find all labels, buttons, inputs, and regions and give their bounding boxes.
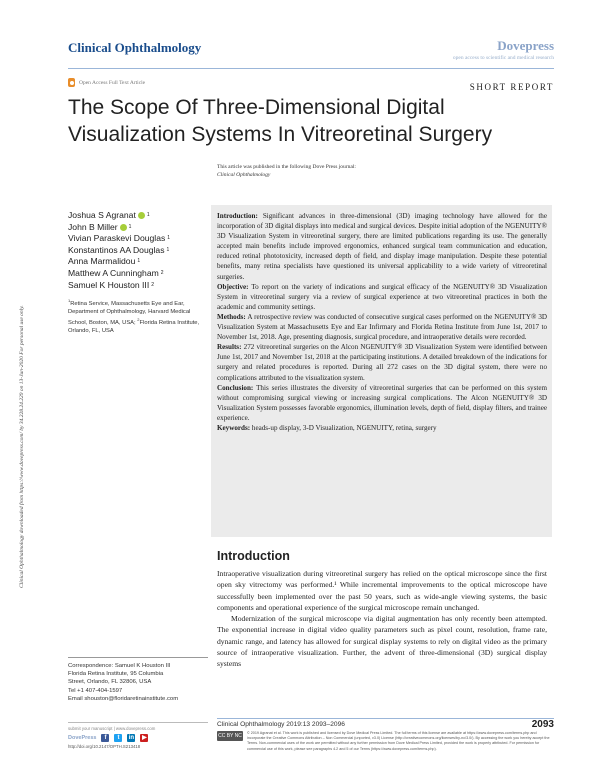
- license-text: © 2019 Agranat et al. This work is published and licensed by Dove Medical Press Limited. The full terms of this license are available at https://www.dovepress.com/terms.php and incorporate the Creative Commons Attribution – Non Commercial (unported, v3.0) License (http://creativecommons.org/licenses/by-nc/3.0/). By accessing the work you hereby accept the Terms. Non-commercial uses of the work are permitted without any further permission from Dove Medical Press Limited, provided the work is properly attributed. For permission for commercial use of this work, please see paragraphs 4.2 and 5 of our Terms (https://www.dovepress.com/terms.php).: [247, 731, 550, 751]
- article-type: SHORT REPORT: [469, 82, 554, 92]
- author-affil-sup: 1: [167, 235, 171, 242]
- affiliation-1: Retina Service, Massachusetts Eye and Ear, Department of Ophthalmology, Harvard Medical School, Boston, MA, USA;: [68, 301, 191, 326]
- author[interactable]: [68, 256, 208, 268]
- introduction-body: [217, 568, 547, 670]
- abstract-objective: Objective: To report on the variety of indications and surgical efficacy of the NGENUITY® 3D Visualization System in vitreoretinal surgery via a review of surgical experience at two vitreoretinal practices in both the academic and community settings.: [217, 282, 547, 311]
- author-affil-sup: 1: [137, 258, 141, 265]
- author-affil-sup: 2: [151, 281, 154, 288]
- pub-info-line1: This article was published in the following Dove Press journal:: [217, 164, 356, 170]
- affiliation-2: Florida Retina Institute, Orlando, FL, USA: [68, 320, 200, 334]
- doi-link[interactable]: http://doi.org/10.2147/OPTH.S213418: [68, 744, 141, 749]
- author-name: Joshua S Agranat: [68, 210, 136, 220]
- author[interactable]: [68, 210, 208, 222]
- author-name: Matthew A Cunningham: [68, 267, 159, 278]
- abstract-results: Results: 272 vitreoretinal surgeries on the Alcon NGENUITY® 3D Visualization System were identified between June 1st, 2017 and November 1st, 2018 at the participating institutions. A detailed breakdown of the indications for surgery and related procedures is reported. During all 272 cases on the 3D digital system, there were no complications attributed to the visualization system.: [217, 343, 547, 382]
- author-list: [68, 210, 208, 335]
- dovepress-brand: DovePress: [68, 735, 97, 741]
- open-access-lock-icon: [68, 78, 75, 87]
- author[interactable]: [68, 222, 208, 234]
- youtube-icon[interactable]: ▶: [142, 735, 147, 741]
- footer-citation: Clinical Ophthalmology 2019:13 2093–2096: [217, 721, 345, 728]
- author[interactable]: [68, 280, 208, 292]
- orcid-icon[interactable]: [138, 212, 145, 219]
- correspondence-block: Correspondence: Samuel K Houston III Florida Retina Institute, 95 Columbia Street, Orlando, FL 32806, USA Tel +1 407-404-1597 Email shouston@floridaretinainstitute.com: [68, 662, 208, 703]
- facebook-icon[interactable]: f: [101, 734, 109, 742]
- abstract-keywords: Keywords: heads-up display, 3-D Visualization, NGENUITY, retina, surgery: [217, 423, 437, 432]
- orcid-icon[interactable]: [120, 224, 127, 231]
- author-name: John B Miller: [68, 221, 118, 232]
- author-affil-sup: 2: [160, 269, 164, 276]
- publication-info: [217, 163, 356, 179]
- abstract: [217, 211, 547, 433]
- author-affil-sup: 1: [146, 212, 150, 218]
- publisher-tagline: open access to scientific and medical research: [452, 55, 554, 61]
- download-side-note: [18, 168, 40, 588]
- linkedin-icon[interactable]: in: [128, 735, 135, 741]
- publisher-name: Dovepress: [497, 38, 554, 53]
- page-number: 2093: [531, 719, 554, 730]
- article-title: The Scope Of Three-Dimensional Digital Visualization Systems In Vitreoretinal Surgery: [68, 96, 493, 146]
- open-access-label: [68, 78, 145, 87]
- side-note-text: Clinical Ophthalmology downloaded from https://www.dovepress.com/ by 34.228.24.229 on 13-Jun-2020 For personal use only.: [19, 305, 25, 588]
- submission-block: [68, 722, 208, 749]
- publisher-logo: [453, 38, 554, 61]
- author[interactable]: [68, 268, 208, 280]
- open-access-text: Open Access Full Text Article: [79, 79, 146, 86]
- author-affil-sup: 1: [128, 223, 132, 230]
- author-name: Samuel K Houston III: [68, 279, 150, 290]
- author-name: Vivian Paraskevi Douglas: [68, 233, 166, 244]
- author[interactable]: [68, 233, 208, 245]
- intro-paragraph: Intraoperative visualization during vitreoretinal surgery has relied on the optical microscope since the first open sky vitrectomy was performed.¹ While incremental improvements to the optical microscope have successfully been implemented over the past 50 years, such as wide-angle viewing systems, the basic components and operational experience of the surgical microscope remain unchanged.: [217, 569, 547, 612]
- license-block: [217, 731, 553, 752]
- abstract-introduction: Introduction: Significant advances in three-dimensional (3D) imaging technology have allowed for the incorporation of 3D digital displays into medical and surgical devices. Despite initial adoption of the NGENUITY® 3D Visualization System in vitreoretinal surgery, there are limited publications regarding its use. The generally accepted main benefits include improved ergonomics, enhanced surgical team communication and education, reduced retinal phototoxicity, increased depth of field, and display image manipulation. Despite these potential benefits, many retina specialists have questioned its universal applicability to a wide variety of vitreoretinal surgeries.: [217, 212, 547, 281]
- section-heading-introduction: Introduction: [217, 549, 290, 563]
- author-name: Konstantinos AA Douglas: [68, 244, 165, 255]
- correspondence-divider: [68, 657, 208, 658]
- author[interactable]: [68, 245, 208, 257]
- submit-manuscript-link[interactable]: submit your manuscript | www.dovepress.com: [68, 726, 156, 731]
- affiliations: $^1$Retina Service, Massachusetts Eye and Ear, Department of Ophthalmology, Harvard Medical School, Boston, MA, USA; $^2$Florida Retina Institute, Orlando, FL, USA: [68, 298, 200, 334]
- creative-commons-icon[interactable]: CC BY NC: [218, 733, 242, 739]
- header-divider: [68, 68, 554, 69]
- footer-divider: [217, 718, 554, 719]
- abstract-methods: Methods: A retrospective review was conducted of consecutive surgical cases performed on the NGENUITY® 3D Visualization System at Massachusetts Eye and Ear Infirmary and Florida Retina Institute from June 1st, 2017 to November 1st, 2018. Age, presenting diagnosis, surgical procedure, and intraoperative details were recorded.: [217, 312, 548, 342]
- pub-info-journal: Clinical Ophthalmology: [217, 172, 271, 178]
- author-affil-sup: 1: [166, 246, 170, 253]
- author-name: Anna Marmalidou: [68, 256, 136, 267]
- twitter-icon[interactable]: t: [114, 734, 122, 742]
- abstract-conclusion: Conclusion: This series illustrates the diversity of vitreoretinal surgeries that can be performed on this system without compromising surgical viewing or increasing surgical complications. The Alcon NGENUITY® 3D Visualization System possesses favorable ergonomics, illumination levels, depth of field, display filters, and trainee experience.: [217, 383, 547, 422]
- correspondence-email[interactable]: Email shouston@floridaretinainstitute.com: [68, 695, 179, 702]
- intro-paragraph: Modernization of the surgical microscope via digital augmentation has only recently been attempted. The exponential increase in digital video quality parameters such as pixel count, resolution, frame rate, dynamic range, and latency has allowed for surgical display systems to rely on digital video as the primary source of intraoperative visualization. Further, the advent of three-dimensional (3D) surgical display systems: [217, 614, 547, 669]
- journal-name: Clinical Ophthalmology: [68, 40, 202, 55]
